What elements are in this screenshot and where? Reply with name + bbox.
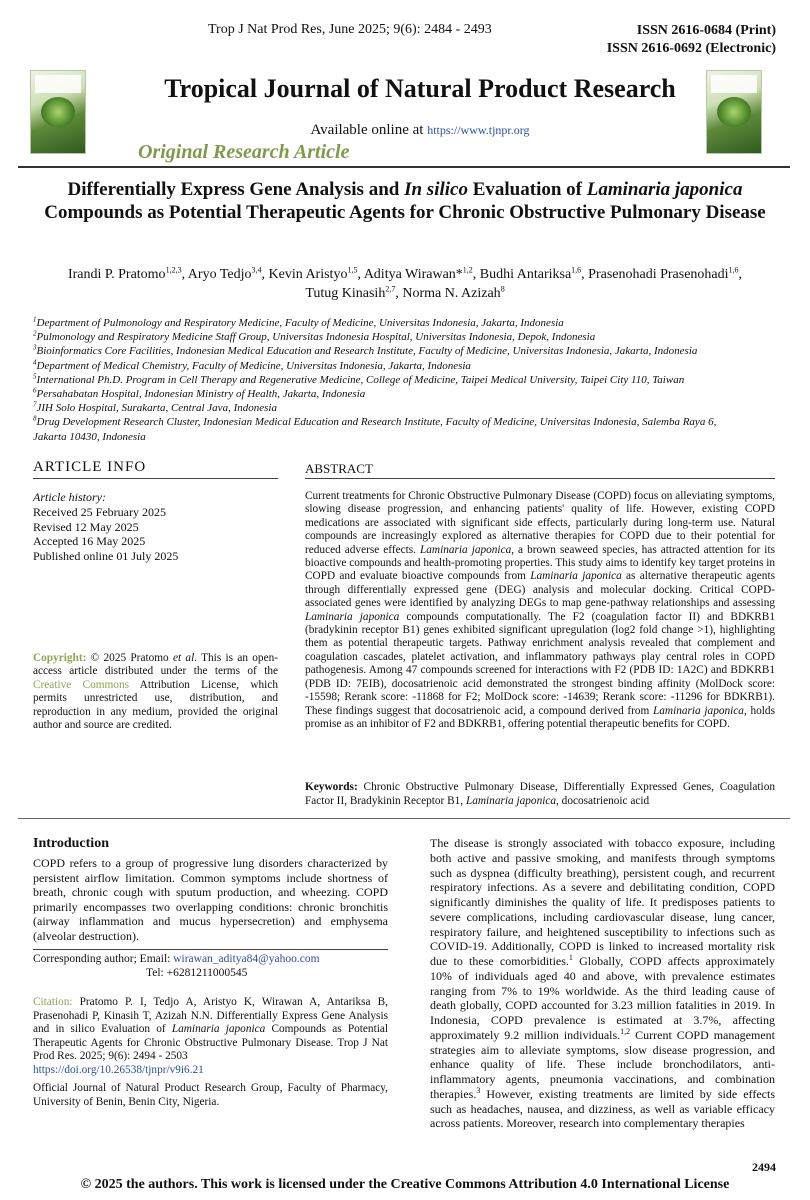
article-info-heading: ARTICLE INFO xyxy=(33,459,147,475)
history-label: Article history: xyxy=(33,490,106,504)
paper-title: Differentially Express Gene Analysis and In silico Evaluation of Laminaria japonica Compounds as Potential Therapeutic Agents for Chronic Obstructive Pulmonary Disease xyxy=(44,179,766,223)
license-footer: © 2025 the authors. This work is licensed under the Creative Commons Attribution 4.0 International License xyxy=(80,1177,730,1192)
footnote-divider xyxy=(33,949,388,950)
affiliation: $^3$Bioinformatics Core Facilities, Indonesian Medical Education and Research Institute, Faculty of Medicine, Universitas Indonesia, Jakarta, Indonesia xyxy=(33,343,698,358)
affiliation: $^7$JIH Solo Hospital, Surakarta, Central Java, Indonesia xyxy=(33,400,277,415)
affiliation: $^1$Department of Pulmonology and Respiratory Medicine, Faculty of Medicine, Universitas Indonesia, Jakarta, Indonesia xyxy=(33,315,564,329)
official-journal-note: Official Journal of Natural Product Research Group, Faculty of Pharmacy, University of Benin, Benin City, Nigeria. xyxy=(33,1082,388,1108)
page-number: 2494 xyxy=(752,1160,776,1174)
author: Prasenohadi Prasenohadi$^{1,6}$, xyxy=(588,265,743,282)
introduction-paragraph-1: COPD refers to a group of progressive lung disorders characterized by persistent airflow limitation. Common symptoms include shortness of breath, chronic cough with sputum production, and wheezing. COPD primarily encompasses two overlapping conditions: chronic bronchitis (airway inflammation and mucus hypersecretion) and emphysema (alveolar destruction). xyxy=(33,856,388,943)
author: Irandi P. Pratomo$^{1,2,3}$, xyxy=(67,265,188,282)
affiliation: $^6$Persahabatan Hospital, Indonesian Ministry of Health, Jakarta, Indonesia xyxy=(33,386,366,401)
available-online-label: Available online at xyxy=(310,122,424,138)
affiliation: $^8$Drug Development Research Cluster, Indonesian Medical Education and Research Institute, Faculty of Medicine, Universitas Indonesia, Salemba Raya 6, xyxy=(33,414,717,429)
header-divider xyxy=(18,166,790,168)
journal-cover-thumbnail-left xyxy=(30,70,86,154)
author: Norma N. Azizah$^8$ xyxy=(402,284,505,301)
running-citation: Trop J Nat Prod Res, June 2025; 9(6): 2484 - 2493 xyxy=(208,22,492,37)
revised-date: Revised 12 May 2025 xyxy=(33,519,139,534)
abstract-text: Current treatments for Chronic Obstructive Pulmonary Disease (COPD) focus on alleviating symptoms, slowing disease progression, and enhancing patients' quality of life. However, existing COPD medications are associated with significant side effects, particularly during long-term use. Natural compounds are increasingly explored as alternative therapies for COPD due to their potential for reduced adverse effects. Laminaria japonica, a brown seaweed species, has attracted attention for its bioactive compounds and health-promoting properties. This study aims to identify key target proteins in COPD and evaluate bioactive compounds from Laminaria japonica as alternative therapeutic agents through differentially expressed gene (DEG) analysis and molecular docking. Critical COPD-associated genes were identified by analyzing DEGs to map gene-pathway relationships and assessing Laminaria japonica compounds computationally. The F2 (coagulation factor II) and BDKRB1 (bradykinin receptor B1) genes exhibited significant upregulation (log2 fold change >1), highlighting them as potential therapeutic targets. Pathway enrichment analysis revealed that complement and coagulation cascades, platelet activation, and inflammatory pathways play central roles in COPD pathogenesis. Among 47 compounds screened for interactions with F2 (PDB ID: 1A2C) and BDKRB1 (PDB ID: 7EIB), docosatrienoic acid demonstrated the strongest binding affinity (MolDock score: -15598; Rerank score: -11868 for F2; MolDock score: -14639; Rerank score: -11296 for BDKRB1). These findings suggest that docosatrienoic acid, a compound derived from Laminaria japonica, holds promise as an inhibitor of F2 and BDKRB1, offering potential therapeutic benefits for COPD. xyxy=(305,490,775,730)
journal-url-link[interactable]: https://www.tjnpr.org xyxy=(427,123,530,137)
accepted-date: Accepted 16 May 2025 xyxy=(33,534,146,549)
abstract-divider xyxy=(305,478,775,479)
introduction-paragraph-2: The disease is strongly associated with tobacco exposure, including both active and passive smoking, and manifests through symptoms such as dyspnea (difficulty breathing), persistent cough, and recurrent respiratory infections. As a severe and debilitating condition, COPD significantly diminishes the quality of life. It predisposes patients to severe complications, including cardiovascular disease, lung cancer, respiratory failure, and heightened susceptibility to infections such as COVID-19. Additionally, COPD is linked to increased mortality risk due to these comorbidities.$^1$ Globally, COPD affects approximately 10% of individuals aged 40 and above, with prevalence estimates ranging from 7% to 19% worldwide. As the third leading cause of death globally, COPD accounted for 3.23 million fatalities in 2019. In Indonesia, COPD prevalence is estimated at 3.7%, affecting approximately 9.2 million individuals.$^{1,2}$ Current COPD management strategies aim to alleviate symptoms, slow disease progression, and enhance quality of life. These include bronchodilators, anti-inflammatory agents, pneumonia vaccinations, and combination therapies.$^3$ However, existing treatments are limited by side effects such as headaches, nausea, and dizziness, as well as variable efficacy across patients. Moreover, research into complementary therapies xyxy=(430,836,775,1131)
author-email-link[interactable]: wirawan_aditya84@yahoo.com xyxy=(173,953,320,965)
author: Budhi Antariksa$^{1,6}$, xyxy=(479,265,589,282)
author: Tutug Kinasih$^{2,7}$, xyxy=(305,284,403,301)
introduction-heading: Introduction xyxy=(33,836,109,851)
issn-block xyxy=(607,22,776,58)
author-telephone: Tel: +6281211000545 xyxy=(146,967,248,979)
article-history xyxy=(33,490,178,564)
journal-title: Tropical Journal of Natural Product Research xyxy=(164,74,676,103)
creative-commons-link[interactable]: Creative Commons xyxy=(33,678,129,691)
author: Kevin Aristyo$^{1,5}$, xyxy=(268,265,364,282)
citation-block: Citation: Pratomo P. I, Tedjo A, Aristyo K, Wirawan A, Antariksa B, Prasenohadi P, Kinasih T, Azizah N.N. Differentially Express Gene Analysis and in silico Evaluation of Laminaria japonica Compounds as Potential Therapeutic Agents for Chronic Obstructive Pulmonary Disease. Trop J Nat Prod Res. 2025; 9(6): 2494 - 2503 https://doi.org/10.26538/tjnpr/v9i6.21 xyxy=(33,996,389,1076)
keywords: Keywords: Chronic Obstructive Pulmonary Disease, Differentially Expressed Genes, Coagulation Factor II, Bradykinin Receptor B1, Laminaria japonica, docosatrienoic acid xyxy=(305,781,775,808)
journal-cover-thumbnail-right xyxy=(706,70,762,154)
received-date: Received 25 February 2025 xyxy=(33,504,166,519)
published-date: Published online 01 July 2025 xyxy=(33,549,179,564)
author: Aryo Tedjo$^{3,4}$, xyxy=(187,265,269,282)
abstract-heading: ABSTRACT xyxy=(305,461,373,476)
section-divider xyxy=(18,818,790,819)
affiliation: $^2$Pulmonology and Respiratory Medicine Staff Group, Universitas Indonesia Hospital, Universitas Indonesia, Depok, Indonesia xyxy=(33,329,596,344)
affiliation: $^4$Department of Medical Chemistry, Faculty of Medicine, Universitas Indonesia, Jakarta, Indonesia xyxy=(33,357,471,372)
copyright-notice: Copyright: © 2025 Pratomo et al. This is an open-access article distributed under the terms of the Creative Commons Attribution License, which permits unrestricted use, distribution, and reproduction in any medium, provided the original author and source are credited. xyxy=(33,652,278,732)
affiliation: $^5$International Ph.D. Program in Cell Therapy and Regenerative Medicine, College of Medicine, Taipei Medical University, Taipei City 110, Taiwan xyxy=(33,372,685,386)
article-info-divider xyxy=(33,478,278,479)
doi-link[interactable]: https://doi.org/10.26538/tjnpr/v9i6.21 xyxy=(33,1063,204,1076)
article-type: Original Research Article xyxy=(138,141,350,163)
author-list xyxy=(40,265,770,303)
available-online-line xyxy=(150,122,690,139)
affiliation: Jakarta 10430, Indonesia xyxy=(33,430,146,443)
issn-electronic: ISSN 2616-0692 (Electronic) xyxy=(606,41,776,56)
affiliation-list xyxy=(33,316,793,444)
author-corresponding: Aditya Wirawan*$^{1,2}$, xyxy=(363,265,480,282)
corresponding-author: Corresponding author; Email: wirawan_aditya84@yahoo.com Tel: +6281211000545 xyxy=(33,952,388,980)
issn-print: ISSN 2616-0684 (Print) xyxy=(636,23,776,38)
